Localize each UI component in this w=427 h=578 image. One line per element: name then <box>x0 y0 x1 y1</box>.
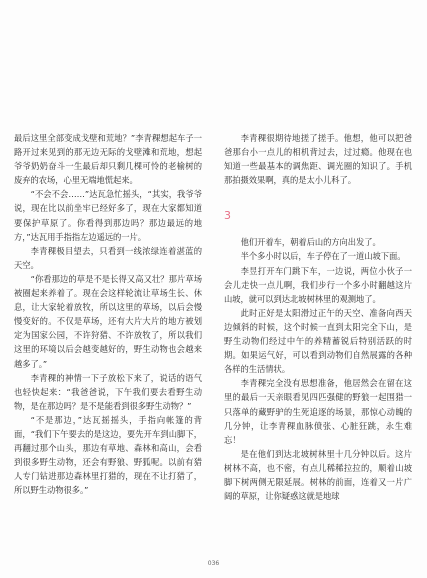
paragraph: “你看那边的草是不是长得又高又壮？那片草场被圈起来养着了。现在会这样轮流让草场生长、休息，让大家轮着放牧，所以这里的草场，以后会慢慢变好的。不仅是草场，还有大片大片的地方被划定为国家公园，不许狩猎、不许放牧了，所以我们这里的环境以后会越变越好的，野生动物也会越来越多了。” <box>14 273 202 369</box>
paragraph: 李青稞极目望去，只看到一线浓绿连着湛蓝的天空。 <box>14 245 202 270</box>
paragraph: 他们开着车，朝着后山的方向出发了。 <box>240 237 381 248</box>
paragraph: “不会不会……”达瓦急忙摇头，“其实，我爷爷说，现在比以前坐牢已经好多了，现在大家都知道要保护草原了。你看得到那边吗？那边最远的地方，”达瓦用手指指左边遥远的一片。 <box>14 189 202 242</box>
left-text-column <box>14 131 202 497</box>
chapter-number: 3 <box>224 209 231 223</box>
paragraph: 李青稞的神情一下子放松下来了，说话的语气也轻快起来：“我爸爸说，下午我们要去看野生动物，是在那边吗？是不是能看到很多野生动物？” <box>14 372 202 411</box>
paragraph: 李青稞完全没有思想准备，他居然会在留在这里的最后一天亲眼看见四匹强健的野狼一起围猎一只落单的藏野驴的生死追逐的场景，那惊心动魄的几分钟，让李青稞血脉偾张、心脏狂跳，永生难忘！ <box>224 378 412 445</box>
paragraph: 最后这里全部变成戈壁和荒地？”李青稞想起车子一路开过来见到的那无边无际的戈壁滩和荒地，想起爷爷奶奶奋斗一生最后却只剩几棵可怜的老榆树的废弃的农场，心里无端地慌起来。 <box>14 133 202 186</box>
paragraph: 此时正好是太阳滑过正午的天空、准备向西天边倾斜的时候，这个时候一直到太阳完全下山，是野生动物们经过中午的养精蓄锐后特别活跃的时期。如果运气好，可以看到动物们自然展露的各种各样的生活情状。 <box>224 307 412 375</box>
right-text-column <box>224 131 412 503</box>
paragraph: “不是那边，”达瓦摇摇头，手指向帐篷的背面，“我们下午要去的是这边，要先开车到山脚下，再翻过那个山头，那边有草地、森林和高山，会看到很多野生动物，还会有野狼、野狐呢。以前有猎人专门钻进那边森林里打猎的，现在不让打猎了，所以野生动物很多。” <box>14 414 202 496</box>
paragraph: 李青稞很期待地搓了搓手。他想，他可以把爸爸那台小一点儿的相机背过去，过过瘾。他现在也知道一些最基本的调焦距、调光圈的知识了。手机那拍摄效果啊，真的是太小儿科了。 <box>224 133 412 186</box>
paragraph: 李昱打开车门跳下车，一边说，两位小伙子一会儿走快一点儿啊，我们步行一个多小时翻越这片山坡，就可以到达北坡树林里的观测地了。 <box>224 265 412 304</box>
paragraph: 半个多小时以后，车子停在了一道山坡下面。 <box>240 251 406 262</box>
page-number: 036 <box>207 560 220 567</box>
paragraph: 是在他们到达北坡树林里十几分钟以后。这片树林不高，也不密，有点儿稀稀拉拉的，顺着山坡脚下树两侧无限延展。树林的前面，连着又一片广阔的草原，让你疑惑这就是地球 <box>224 448 412 502</box>
